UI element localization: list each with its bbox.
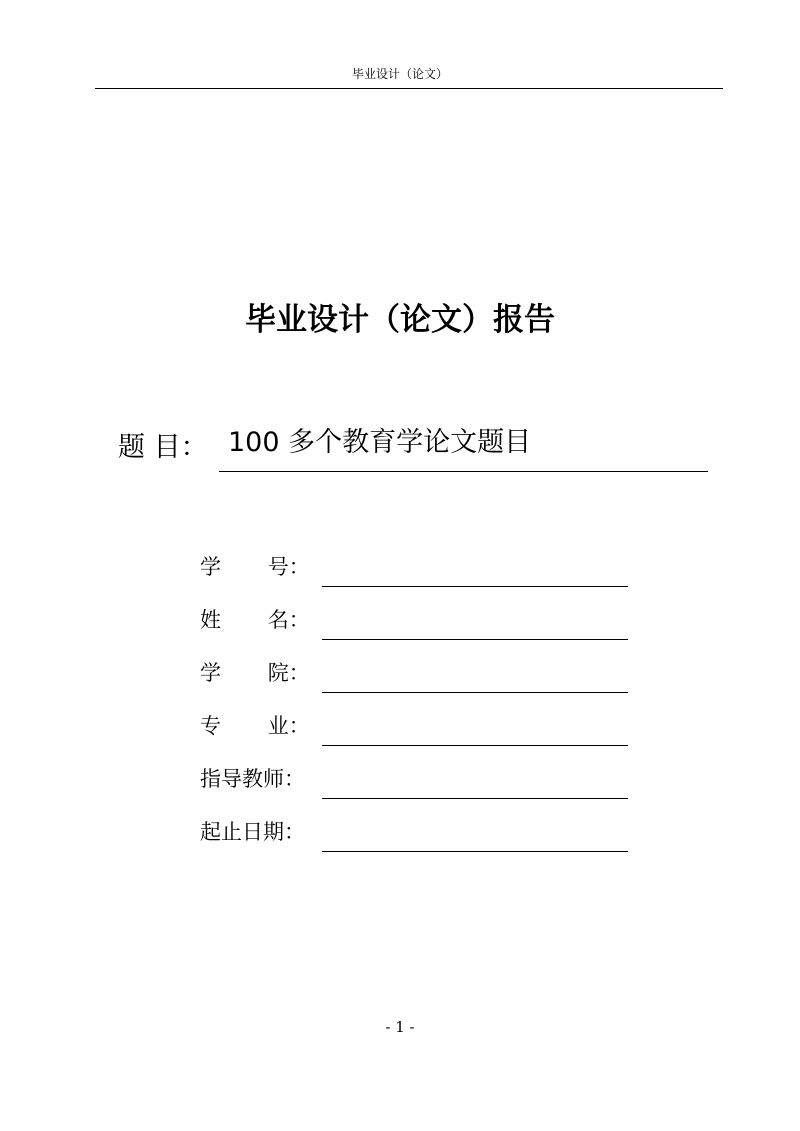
field-line-name (322, 639, 628, 640)
field-advisor (200, 765, 630, 805)
field-line-student-id (322, 586, 628, 587)
field-line-advisor (322, 798, 628, 799)
field-line-college (322, 692, 628, 693)
topic-value: 100 多个教育学论文题目 (228, 427, 532, 458)
field-label-student-id: 学 号： (200, 555, 310, 579)
field-label-dates: 起止日期： (200, 820, 305, 844)
field-college (200, 659, 630, 699)
topic-label: 题 目： (118, 432, 208, 463)
field-label-college: 学 院： (200, 661, 310, 685)
topic-underline (219, 471, 708, 472)
running-header-title: 毕业设计（论文） (351, 67, 448, 81)
field-label-advisor: 指导教师： (200, 767, 305, 791)
field-label-name: 姓 名： (200, 608, 310, 632)
report-title: 毕业设计（论文）报告 (245, 302, 555, 338)
header-divider (95, 88, 723, 89)
field-major (200, 712, 630, 752)
field-student-id (200, 553, 630, 593)
field-name (200, 606, 630, 646)
page-number: - 1 - (385, 1018, 415, 1036)
field-dates (200, 818, 630, 858)
field-line-major (322, 745, 628, 746)
field-line-dates (322, 851, 628, 852)
field-label-major: 专 业： (200, 714, 310, 738)
